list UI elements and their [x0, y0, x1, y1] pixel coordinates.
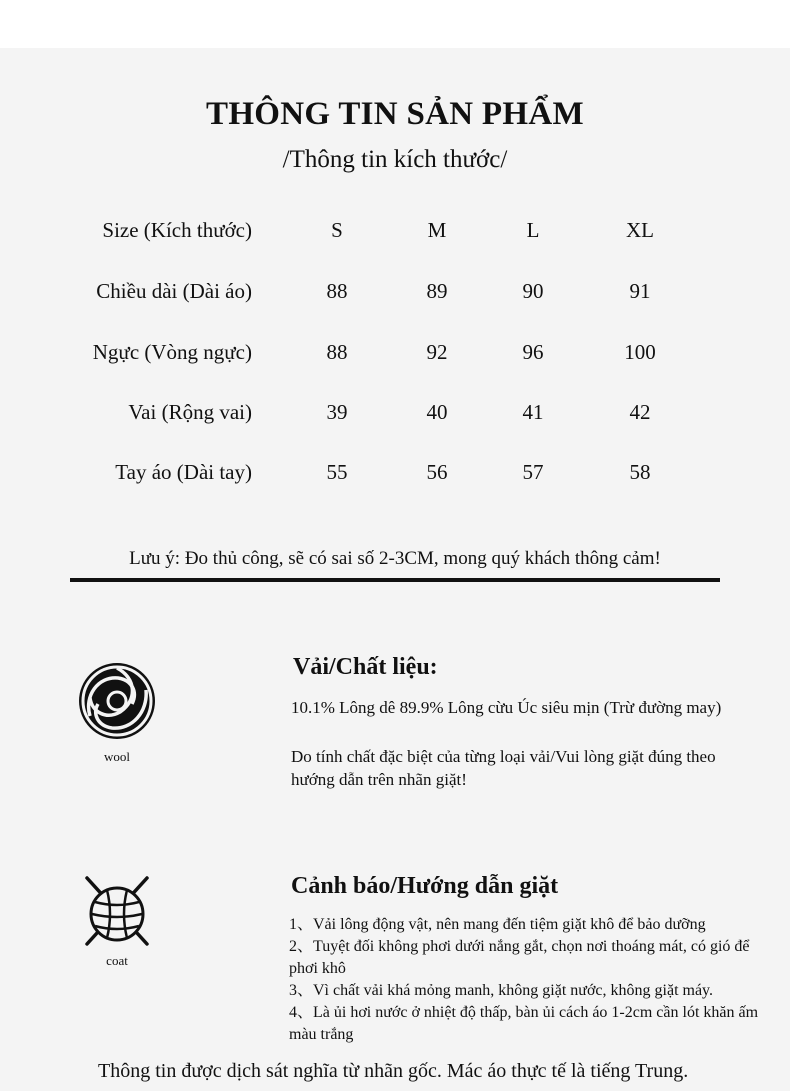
table-row	[0, 340, 790, 380]
table-cell: L	[526, 218, 540, 242]
material-title: Vải/Chất liệu:	[293, 654, 438, 680]
row-label: Vai (Rộng vai)	[128, 400, 252, 424]
table-cell: 90	[522, 279, 544, 303]
table-row	[0, 400, 790, 440]
table-row	[0, 279, 790, 319]
table-cell: 40	[426, 400, 448, 424]
list-item: 4、Là ủi hơi nước ở nhiệt độ thấp, bàn ủi cách áo 1-2cm cần lót khăn ấm màu trắng	[289, 1004, 759, 1043]
table-cell: 42	[629, 400, 651, 424]
table-cell: 100	[624, 340, 656, 364]
table-cell: 91	[629, 279, 651, 303]
table-cell: XL	[626, 218, 654, 242]
table-cell: M	[427, 218, 447, 242]
table-cell: 41	[522, 400, 544, 424]
table-row	[0, 218, 790, 258]
table-cell: 88	[326, 279, 348, 303]
table-cell: 88	[326, 340, 348, 364]
page-title: THÔNG TIN SẢN PHẨM	[206, 96, 584, 132]
row-label: Size (Kích thước)	[102, 218, 252, 242]
list-item: 1、Vải lông động vật, nên mang đến tiệm giặt khô để bảo dưỡng	[289, 916, 706, 933]
table-cell: 92	[426, 340, 448, 364]
table-cell: 39	[326, 400, 348, 424]
care-instructions	[289, 914, 759, 1046]
care-icon-block	[72, 872, 162, 969]
wool-yarn-icon	[76, 660, 158, 742]
yarn-ball-needles-icon	[77, 872, 157, 952]
material-icon-label: wool	[104, 749, 130, 764]
table-cell: S	[331, 218, 343, 242]
measurement-note: Lưu ý: Đo thủ công, sẽ có sai số 2-3CM, mong quý khách thông cảm!	[129, 548, 661, 569]
table-cell: 58	[629, 460, 651, 484]
material-advice: Do tính chất đặc biệt của từng loại vải/Vui lòng giặt đúng theo hướng dẫn trên nhãn giặt!	[291, 747, 716, 789]
divider	[70, 578, 720, 582]
row-label: Ngực (Vòng ngực)	[92, 340, 252, 364]
list-item: 2、Tuyệt đối không phơi dưới nắng gắt, chọn nơi thoáng mát, có gió để phơi khô	[289, 938, 750, 977]
care-title: Cảnh báo/Hướng dẫn giặt	[291, 873, 559, 899]
care-icon-label: coat	[106, 953, 128, 968]
material-composition: 10.1% Lông dê 89.9% Lông cừu Úc siêu mịn (Trừ đường may)	[291, 698, 722, 717]
row-label: Tay áo (Dài tay)	[115, 460, 252, 484]
table-row	[0, 460, 790, 500]
material-icon-block	[72, 660, 162, 765]
table-cell: 55	[326, 460, 348, 484]
table-cell: 89	[426, 279, 448, 303]
table-cell: 56	[426, 460, 448, 484]
page-subtitle: /Thông tin kích thước/	[282, 146, 508, 173]
table-cell: 96	[522, 340, 544, 364]
table-cell: 57	[522, 460, 544, 484]
row-label: Chiều dài (Dài áo)	[96, 279, 252, 303]
footer-note: Thông tin được dịch sát nghĩa từ nhãn gốc. Mác áo thực tế là tiếng Trung.	[98, 1060, 689, 1082]
list-item: 3、Vì chất vải khá mỏng manh, không giặt nước, không giặt máy.	[289, 982, 714, 999]
